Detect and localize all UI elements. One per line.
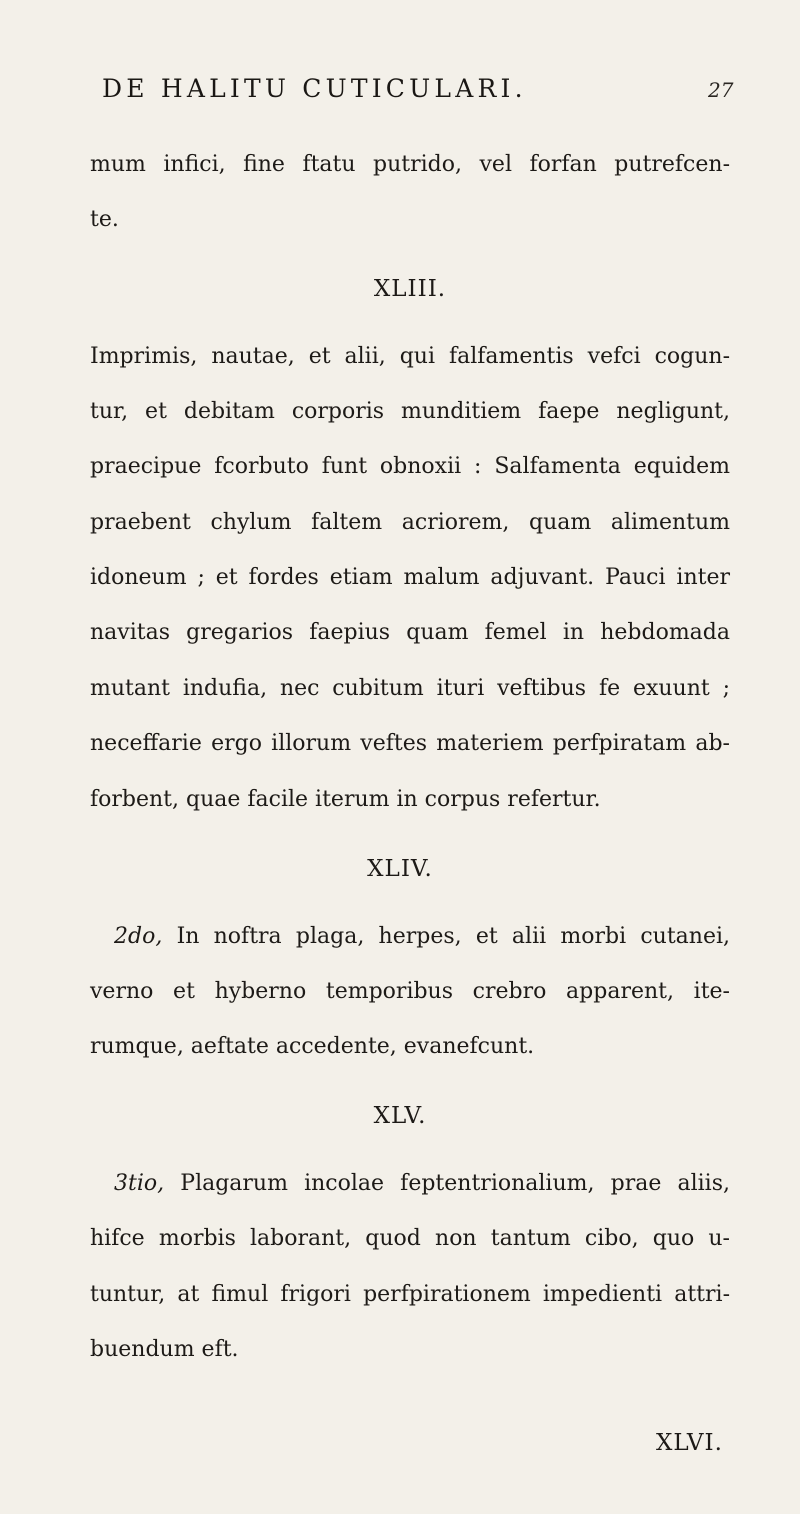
text-line: tur, et debitam corporis munditiem faepe negligunt, xyxy=(90,399,730,424)
catchword: XLVI. xyxy=(656,1430,723,1456)
ordinal-lead: 3tio, xyxy=(114,1171,165,1196)
text-line: navitas gregarios faepius quam femel in hebdomada xyxy=(90,620,730,645)
text-line: mum infici, fine ftatu putrido, vel forfan putrefcen- xyxy=(90,152,730,177)
text-line: forbent, quae facile iterum in corpus refertur. xyxy=(90,787,601,812)
text-line: tuntur, at fimul frigori perfpirationem impedienti attri- xyxy=(90,1282,730,1307)
text-line: Imprimis, nautae, et alii, qui falfamentis vefci cogun- xyxy=(90,344,730,369)
text-line: praecipue fcorbuto funt obnoxii : Salfamenta equidem xyxy=(90,454,730,479)
text-line: idoneum ; et fordes etiam malum adjuvant. Pauci inter xyxy=(90,565,730,590)
page-number: 27 xyxy=(708,78,734,102)
section-heading: XLV. xyxy=(373,1103,427,1129)
text-line xyxy=(114,1170,730,1198)
text-line: praebent chylum faltem acriorem, quam alimentum xyxy=(90,510,730,535)
text-line-rest: Plagarum incolae feptentrionalium, prae aliis, xyxy=(180,1171,730,1196)
text-line: te. xyxy=(90,207,119,232)
text-line-rest: In noftra plaga, herpes, et alii morbi cutanei, xyxy=(176,924,731,949)
ordinal-lead: 2do, xyxy=(114,924,163,949)
text-line: verno et hyberno temporibus crebro apparent, ite- xyxy=(90,979,730,1004)
section-heading: XLIII. xyxy=(373,276,447,302)
running-title: DE HALITU CUTICULARI. xyxy=(102,74,527,103)
section-heading: XLIV. xyxy=(367,856,433,882)
text-line: mutant indufia, nec cubitum ituri veftibus fe exuunt ; xyxy=(90,676,730,701)
text-line: rumque, aeftate accedente, evanefcunt. xyxy=(90,1034,535,1059)
text-line: neceffarie ergo illorum veftes materiem perfpiratam ab- xyxy=(90,731,730,756)
text-line: hifce morbis laborant, quod non tantum cibo, quo u- xyxy=(90,1226,730,1251)
text-line: buendum eft. xyxy=(90,1337,239,1362)
text-line xyxy=(114,923,730,951)
